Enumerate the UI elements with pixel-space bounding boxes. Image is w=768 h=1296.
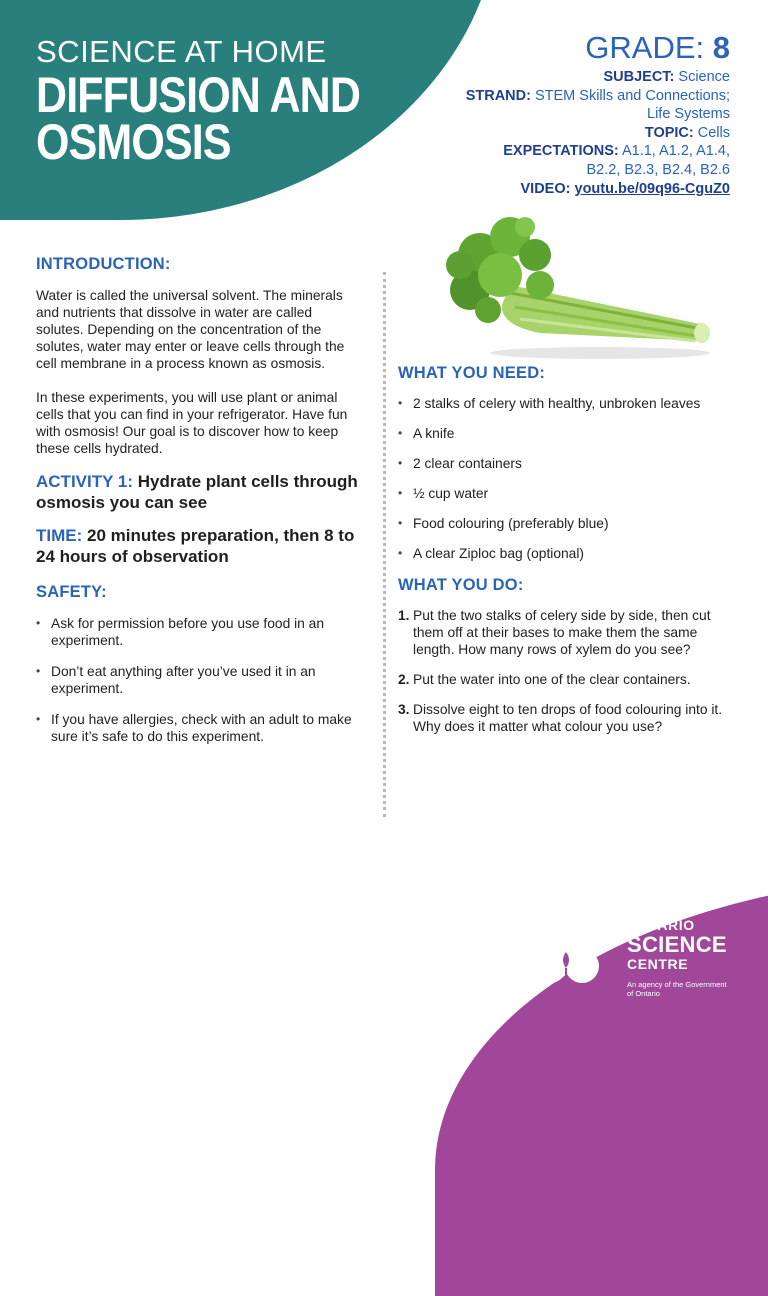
- topic-value: Cells: [697, 124, 730, 141]
- subject-label: SUBJECT:: [603, 69, 675, 85]
- logo-tagline: An agency of the Government of Ontario: [627, 980, 727, 998]
- material-item: • Food colouring (preferably blue): [398, 515, 734, 532]
- what-you-need-heading: WHAT YOU NEED:: [398, 364, 546, 382]
- celery-illustration: [440, 215, 720, 365]
- subject-line: [410, 68, 730, 87]
- logo-line-2: SCIENCE: [627, 932, 727, 957]
- topic-label: TOPIC:: [644, 124, 694, 141]
- logo-line-1: ONTARIO: [627, 917, 695, 933]
- video-link[interactable]: youtu.be/09q96-CguZ0: [574, 180, 730, 197]
- step-text: Put the water into one of the clear containers.: [413, 672, 691, 687]
- step-item: [398, 701, 734, 735]
- introduction-paragraph-2: In these experiments, you will use plant or animal cells that you can find in your refrigerator. Have fun with osmosis! Our goal is to discover how to keep these cells hydrated.: [36, 390, 348, 456]
- expectations-value-2: B2.2, B2.3, B2.4, B2.6: [586, 161, 730, 178]
- safety-list: [36, 615, 361, 745]
- page-title: [36, 67, 361, 170]
- title-line-2: OSMOSIS: [36, 114, 231, 170]
- material-item: • 2 stalks of celery with healthy, unbroken leaves: [398, 395, 734, 412]
- left-column: [36, 255, 361, 745]
- activity-title: [36, 471, 361, 513]
- logo-line-3: CENTRE: [627, 956, 689, 972]
- step-number: 1.: [398, 608, 410, 623]
- activity-text: Hydrate plant cells through osmosis you can see: [36, 472, 358, 512]
- topic-line: [410, 124, 730, 143]
- safety-item: • Ask for permission before you use food in an experiment.: [36, 615, 361, 649]
- grade-label: GRADE:: [585, 30, 705, 65]
- introduction-paragraph-1: Water is called the universal solvent. The minerals and nutrients that dissolve in water are called solutes. Depending on the concentration of the solutes, water may enter or leave cells through the cell membrane in a process known as osmosis.: [36, 288, 345, 371]
- lesson-meta: [410, 30, 730, 198]
- ontario-science-centre-logo-icon: [530, 918, 602, 990]
- step-number: 2.: [398, 672, 410, 687]
- series-kicker: SCIENCE AT HOME: [36, 34, 327, 69]
- title-line-1: DIFFUSION AND: [36, 67, 361, 123]
- right-column: [398, 364, 734, 735]
- grade-value: 8: [712, 30, 730, 65]
- what-you-do-heading: WHAT YOU DO:: [398, 576, 524, 594]
- video-line: [410, 180, 730, 199]
- grade: [410, 30, 730, 66]
- step-text: Dissolve eight to ten drops of food colouring into it. Why does it matter what colour you use?: [413, 702, 723, 734]
- time-label: TIME:: [36, 526, 83, 545]
- material-item: • 2 clear containers: [398, 455, 734, 472]
- video-label: VIDEO:: [520, 180, 571, 197]
- safety-heading: SAFETY:: [36, 583, 107, 601]
- time-text: 20 minutes preparation, then 8 to 24 hours of observation: [36, 526, 355, 566]
- strand-label: STRAND:: [465, 87, 531, 104]
- expectations-line: [410, 142, 730, 161]
- column-divider: [383, 272, 386, 817]
- expectations-label: EXPECTATIONS:: [503, 143, 619, 160]
- subject-value: Science: [678, 69, 730, 85]
- strand-value-2: Life Systems: [647, 106, 730, 123]
- activity-time: [36, 525, 361, 567]
- ontario-science-centre-logo: [627, 918, 727, 998]
- steps-list: [398, 607, 734, 735]
- step-text: Put the two stalks of celery side by side, then cut them off at their bases to make them the same length. How many rows of xylem do you see?: [413, 608, 711, 657]
- safety-item: • Don’t eat anything after you’ve used it in an experiment.: [36, 663, 361, 697]
- material-item: • A clear Ziploc bag (optional): [398, 545, 734, 562]
- materials-list: [398, 395, 734, 562]
- material-item: • A knife: [398, 425, 734, 442]
- strand-value-1: STEM Skills and Connections;: [534, 87, 730, 104]
- safety-item: • If you have allergies, check with an adult to make sure it’s safe to do this experiment.: [36, 711, 361, 745]
- material-item: • ½ cup water: [398, 485, 734, 502]
- step-item: [398, 607, 734, 658]
- strand-line: [410, 87, 730, 106]
- step-number: 3.: [398, 702, 410, 717]
- expectations-value-1: A1.1, A1.2, A1.4,: [621, 143, 730, 160]
- step-item: [398, 671, 734, 688]
- activity-label: ACTIVITY 1:: [36, 472, 133, 491]
- introduction-heading: INTRODUCTION:: [36, 255, 171, 273]
